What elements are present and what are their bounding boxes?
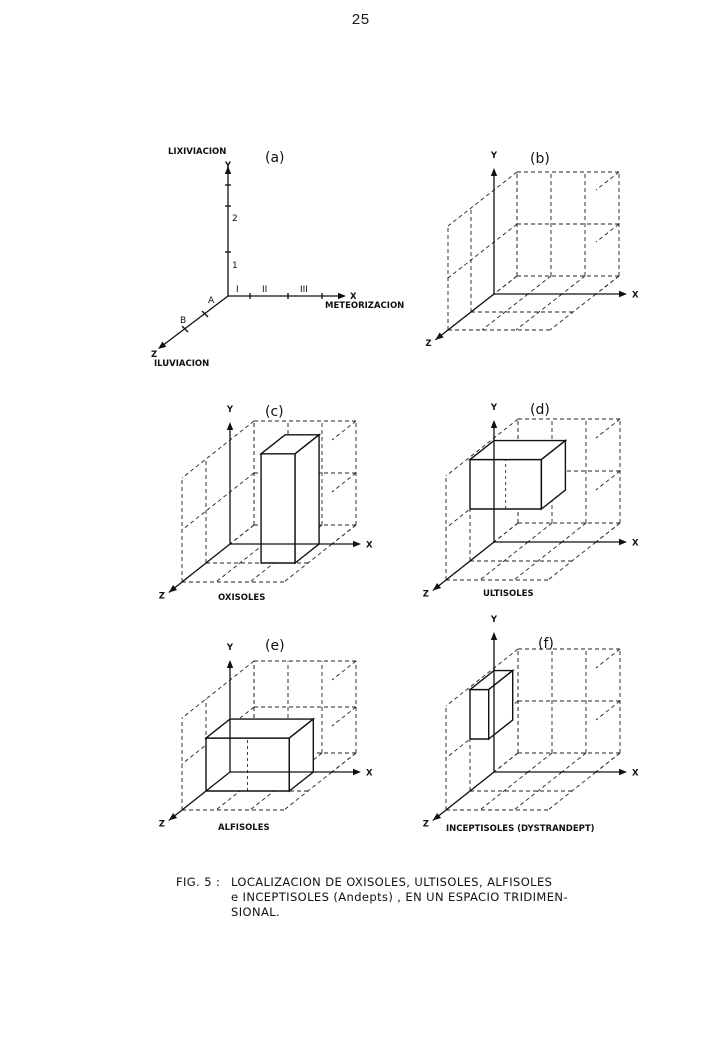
panel-label-d: (d) bbox=[530, 402, 550, 418]
x-axis-title: METEORIZACION bbox=[325, 301, 405, 311]
x-axis-label: X bbox=[632, 290, 639, 301]
y-axis-arrowhead bbox=[227, 660, 233, 668]
side-grid-line bbox=[448, 224, 517, 278]
z-axis-label: Z bbox=[422, 589, 429, 600]
z-axis-label: Z bbox=[158, 819, 165, 830]
block-front-face bbox=[261, 454, 295, 563]
x-tick-label-3: III bbox=[300, 285, 308, 295]
x-axis-arrowhead bbox=[619, 291, 627, 297]
back-grid-line bbox=[528, 276, 551, 294]
x-axis-label: X bbox=[632, 768, 639, 779]
x-axis-label: X bbox=[350, 292, 357, 302]
x-axis-arrowhead bbox=[353, 769, 361, 775]
panel-caption-d: ULTISOLES bbox=[483, 589, 534, 599]
back-grid-line bbox=[332, 661, 356, 680]
block-front-face bbox=[470, 690, 489, 739]
caption-line-2: e INCEPTISOLES (Andepts) , EN UN ESPACIO TRIDIMEN- bbox=[231, 890, 568, 904]
z-axis bbox=[435, 294, 494, 340]
z-axis-label: Z bbox=[425, 338, 432, 349]
caption-separator: : bbox=[216, 875, 221, 889]
side-grid-line bbox=[182, 661, 254, 718]
z-axis bbox=[169, 772, 230, 820]
z-axis-arrowhead bbox=[158, 342, 166, 349]
figure-caption bbox=[176, 875, 568, 919]
panel-label-b: (b) bbox=[530, 151, 550, 167]
back-grid-line bbox=[528, 523, 552, 542]
y-axis-arrowhead bbox=[491, 168, 497, 176]
panel-f bbox=[423, 615, 639, 834]
x-axis-arrowhead bbox=[353, 541, 361, 547]
panel-a bbox=[151, 147, 404, 369]
panel-label-e: (e) bbox=[265, 638, 285, 654]
back-grid-line bbox=[332, 707, 356, 726]
y-axis-label: Y bbox=[226, 405, 234, 415]
x-axis-arrowhead bbox=[619, 539, 627, 545]
side-grid-line bbox=[182, 421, 254, 478]
y-axis-label: Y bbox=[490, 151, 498, 161]
x-axis-arrowhead bbox=[338, 293, 346, 299]
back-grid-line bbox=[596, 276, 619, 294]
y-axis-arrowhead bbox=[491, 632, 497, 640]
back-grid-line bbox=[562, 276, 585, 294]
x-axis-arrowhead bbox=[619, 769, 627, 775]
x-axis-label: X bbox=[366, 540, 373, 551]
back-grid-line bbox=[562, 523, 586, 542]
z-axis-label: Z bbox=[422, 819, 429, 830]
panel-c bbox=[159, 404, 373, 603]
back-grid-line bbox=[332, 753, 356, 772]
panel-label-f: (f) bbox=[538, 636, 554, 652]
back-grid-line bbox=[596, 701, 620, 720]
y-axis-label: Y bbox=[224, 161, 232, 171]
y-axis-label: Y bbox=[490, 403, 498, 413]
y-axis-label: Y bbox=[490, 615, 498, 625]
z-axis bbox=[433, 542, 494, 590]
back-grid-line bbox=[332, 421, 356, 440]
back-grid-line bbox=[596, 224, 619, 242]
panel-d bbox=[423, 402, 639, 599]
caption-line-3: SIONAL. bbox=[231, 905, 281, 919]
z-axis-label: Z bbox=[158, 591, 165, 602]
y-tick-label-1: 1 bbox=[232, 261, 238, 271]
back-grid-line bbox=[596, 471, 620, 490]
panel-caption-e: ALFISOLES bbox=[218, 823, 270, 833]
z-axis bbox=[433, 772, 494, 820]
y-axis-arrowhead bbox=[227, 422, 233, 430]
z-tick-label-a: A bbox=[208, 296, 215, 306]
x-tick-label-1: I bbox=[236, 285, 239, 295]
z-axis-arrowhead bbox=[435, 332, 443, 339]
caption-line-1: LOCALIZACION DE OXISOLES, ULTISOLES, ALFISOLES bbox=[231, 875, 553, 889]
x-tick-label-2: II bbox=[262, 285, 268, 295]
back-grid-line bbox=[562, 753, 586, 772]
side-grid-line bbox=[182, 473, 254, 530]
panel-b bbox=[425, 151, 639, 349]
side-grid-line bbox=[448, 172, 517, 226]
figure-number: FIG. 5 bbox=[176, 875, 212, 889]
back-grid-line bbox=[596, 172, 619, 190]
panel-caption-c: OXISOLES bbox=[218, 593, 266, 603]
x-axis-label: X bbox=[632, 538, 639, 549]
panel-label-c: (c) bbox=[265, 404, 284, 420]
back-grid-line bbox=[596, 649, 620, 668]
z-tick-label-b: B bbox=[180, 316, 187, 326]
y-axis-title: LIXIVIACION bbox=[168, 147, 227, 157]
back-grid-line bbox=[332, 473, 356, 492]
z-axis bbox=[169, 544, 230, 592]
panel-e bbox=[159, 638, 373, 833]
page-number: 25 bbox=[351, 12, 370, 29]
back-grid-line bbox=[528, 753, 552, 772]
back-grid-line bbox=[596, 419, 620, 438]
y-tick-label-2: 2 bbox=[232, 214, 238, 224]
back-grid-line bbox=[596, 753, 620, 772]
back-grid-line bbox=[596, 523, 620, 542]
panel-caption-f: INCEPTISOLES (DYSTRANDEPT) bbox=[446, 824, 595, 834]
z-axis-label: Z bbox=[151, 350, 158, 360]
x-axis-label: X bbox=[366, 768, 373, 779]
z-axis-title: ILUVIACION bbox=[154, 359, 210, 369]
y-axis-label: Y bbox=[226, 643, 234, 653]
back-grid-line bbox=[332, 525, 356, 544]
panel-label-a: (a) bbox=[265, 150, 285, 166]
z-axis bbox=[162, 296, 228, 346]
y-axis-arrowhead bbox=[491, 420, 497, 428]
